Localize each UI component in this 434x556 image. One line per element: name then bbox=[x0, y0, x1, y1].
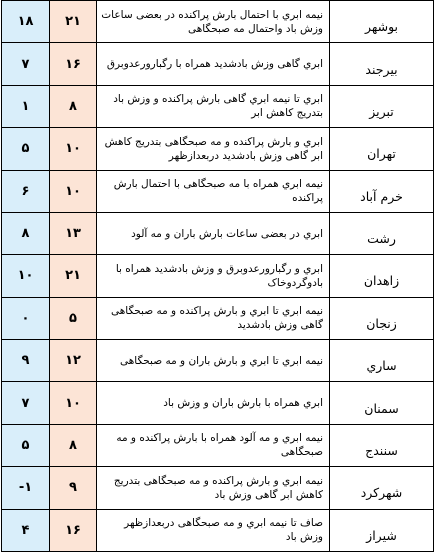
description-text: ابري و بارش پراکنده و مه صبحگاهی بتدریج کاهش ابر گاهی وزش بادشدید دربعدازظهر bbox=[104, 135, 323, 162]
city-name: بوشهر bbox=[364, 19, 399, 35]
min-temp-cell: ۶ bbox=[2, 170, 50, 212]
description-text: ابري و رگبارورعدوبرق و وزش بادشدید همراه با بادوگردوخاک bbox=[115, 262, 323, 289]
table-row bbox=[2, 43, 434, 85]
table-row bbox=[2, 509, 434, 552]
city-name: زاهدان bbox=[363, 273, 400, 289]
min-temp-cell: ۸ bbox=[2, 212, 50, 254]
forecast-table bbox=[1, 0, 434, 552]
description-text: ابري در بعضی ساعات بارش باران و مه آلود bbox=[131, 227, 323, 240]
city-cell bbox=[330, 255, 434, 297]
table-row bbox=[2, 297, 434, 339]
description-text: نیمه ابري تا ابري و بارش پراکنده و مه صبحگاهی گاهی وزش بادشدید bbox=[110, 305, 323, 332]
city-cell bbox=[330, 43, 434, 85]
table-row bbox=[2, 212, 434, 254]
city-cell bbox=[330, 340, 434, 382]
city-cell bbox=[330, 212, 434, 254]
max-temp-cell: ۱۳ bbox=[50, 212, 97, 254]
max-temp-cell: ۱۶ bbox=[50, 509, 97, 552]
min-temp-cell: ۴ bbox=[2, 509, 50, 552]
table-row bbox=[2, 340, 434, 382]
description-text: نیمه ابري با احتمال بارش پراکنده در بعضی ساعات وزش باد واحتمال مه صبحگاهی bbox=[101, 8, 323, 35]
min-temp-cell: ۹ bbox=[2, 340, 50, 382]
max-temp-cell: ۱۶ bbox=[50, 43, 97, 85]
max-temp-cell: ۱۰ bbox=[50, 382, 97, 424]
city-cell bbox=[330, 467, 434, 509]
city-name: خرم آباد bbox=[360, 188, 403, 204]
max-temp-cell: ۹ bbox=[50, 467, 97, 509]
city-cell bbox=[330, 297, 434, 339]
description-cell bbox=[97, 212, 330, 254]
description-text: نیمه ابري و مه آلود همراه با بارش پراکنده و مه صبحگاهی bbox=[116, 432, 323, 459]
table-row bbox=[2, 128, 434, 170]
city-name: سمنان bbox=[364, 400, 399, 416]
max-temp-cell: ۲۱ bbox=[50, 1, 97, 43]
description-cell bbox=[97, 467, 330, 509]
table-row bbox=[2, 85, 434, 127]
city-name: تبریز bbox=[369, 103, 394, 119]
table-row bbox=[2, 424, 434, 466]
min-temp-cell: -۱ bbox=[2, 467, 50, 509]
max-temp-cell: ۵ bbox=[50, 297, 97, 339]
description-cell bbox=[97, 509, 330, 552]
min-temp-cell: ۱۰ bbox=[2, 255, 50, 297]
max-temp-cell: ۱۲ bbox=[50, 340, 97, 382]
description-text: نیمه ابري همراه با مه صبحگاهی با احتمال بارش پراکنده bbox=[113, 178, 323, 205]
table-row bbox=[2, 467, 434, 509]
min-temp-cell: ۵ bbox=[2, 128, 50, 170]
description-cell bbox=[97, 382, 330, 424]
description-cell bbox=[97, 43, 330, 85]
max-temp-cell: ۸ bbox=[50, 85, 97, 127]
table-row bbox=[2, 1, 434, 43]
description-text: صاف تا نیمه ابري و مه صبحگاهی دربعدازظهر وزش باد bbox=[124, 517, 323, 544]
city-cell bbox=[330, 1, 434, 43]
city-name: رشت bbox=[367, 231, 396, 247]
min-temp-cell: ۷ bbox=[2, 382, 50, 424]
description-cell bbox=[97, 340, 330, 382]
description-text: نیمه ابري تا ابري و بارش باران و مه صبحگاهی bbox=[119, 354, 323, 367]
description-text: نیمه ابري و بارش پراکنده و مه صبحگاهی بتدریج کاهش ابر گاهی وزش باد bbox=[113, 474, 323, 501]
description-cell bbox=[97, 297, 330, 339]
description-cell bbox=[97, 128, 330, 170]
city-name: ساري bbox=[366, 358, 397, 374]
min-temp-cell: ۱۸ bbox=[2, 1, 50, 43]
max-temp-cell: ۸ bbox=[50, 424, 97, 466]
description-text: ابري همراه با بارش باران و وزش باد bbox=[163, 397, 323, 410]
city-cell bbox=[330, 424, 434, 466]
min-temp-cell: ۰ bbox=[2, 297, 50, 339]
max-temp-cell: ۱۰ bbox=[50, 170, 97, 212]
city-name: شیراز bbox=[366, 527, 397, 543]
description-cell bbox=[97, 1, 330, 43]
description-cell bbox=[97, 255, 330, 297]
city-cell bbox=[330, 509, 434, 552]
description-text: ابري گاهی وزش بادشدید همراه با رگبارورعدوبرق bbox=[106, 58, 323, 71]
city-cell bbox=[330, 382, 434, 424]
city-name: سنندج bbox=[365, 442, 398, 458]
min-temp-cell: ۱ bbox=[2, 85, 50, 127]
city-name: بیرجند bbox=[365, 61, 398, 77]
city-name: زنجان bbox=[366, 315, 397, 331]
table-row bbox=[2, 382, 434, 424]
city-name: شهرکرد bbox=[360, 485, 403, 501]
city-cell bbox=[330, 85, 434, 127]
description-cell bbox=[97, 170, 330, 212]
min-temp-cell: ۷ bbox=[2, 43, 50, 85]
city-name: تهران bbox=[367, 146, 396, 162]
min-temp-cell: ۵ bbox=[2, 424, 50, 466]
table-row bbox=[2, 255, 434, 297]
table-row bbox=[2, 170, 434, 212]
description-cell bbox=[97, 85, 330, 127]
description-cell bbox=[97, 424, 330, 466]
city-cell bbox=[330, 170, 434, 212]
description-text: ابري تا نیمه ابري گاهی بارش پراکنده و وزش باد بتدریج کاهش ابر bbox=[113, 93, 323, 120]
max-temp-cell: ۱۰ bbox=[50, 128, 97, 170]
max-temp-cell: ۲۱ bbox=[50, 255, 97, 297]
city-cell bbox=[330, 128, 434, 170]
